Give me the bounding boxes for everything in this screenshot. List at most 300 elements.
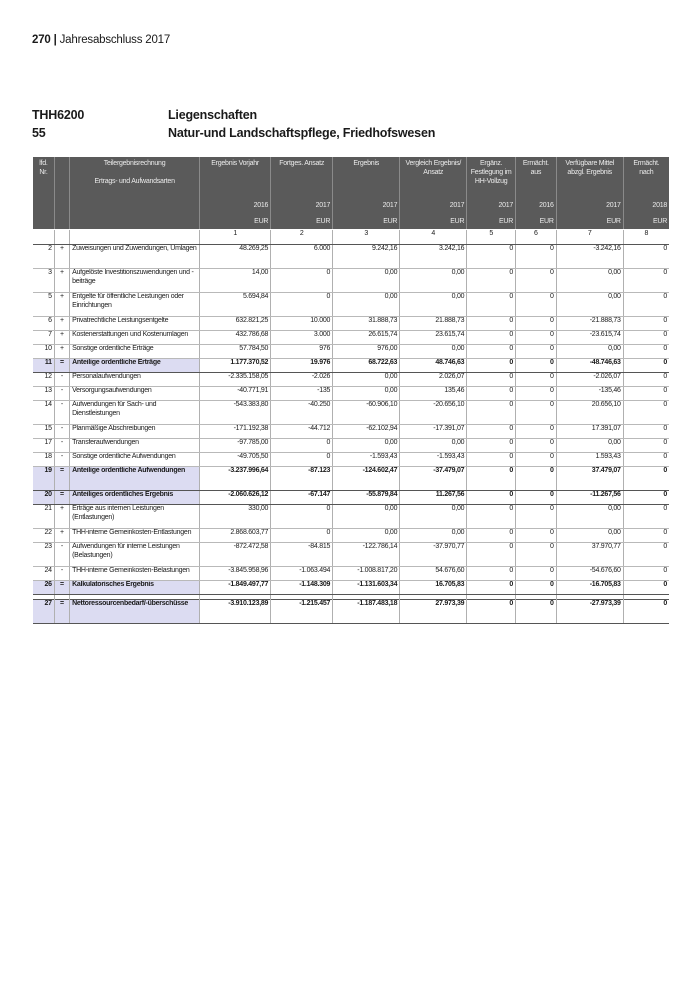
cell-value: 0,00 [556,439,623,453]
cell-value: 0 [467,439,516,453]
table-row [33,581,669,595]
table-row [33,467,669,491]
cell-value: 632.821,25 [200,317,271,331]
cell-value: -1.215.457 [271,600,333,624]
cell-value: 0,00 [333,269,400,293]
cell-value: 0,00 [556,505,623,529]
cell-value: 0 [467,505,516,529]
cell-value: 0 [271,439,333,453]
cell-value: -1.849.497,77 [200,581,271,595]
header-unit-6: EUR [516,213,557,230]
cell-value: 1.593,43 [556,453,623,467]
cell-value: 31.888,73 [333,317,400,331]
row-label: Anteilige ordentliche Aufwendungen [70,467,200,491]
cell-value: 0 [516,331,557,345]
table-row [33,491,669,505]
cell-value: 0 [467,543,516,567]
row-label: Personalaufwendungen [70,373,200,387]
cell-value: -67.147 [271,491,333,505]
cell-value: 135,46 [400,387,467,401]
cell-value: -124.602,47 [333,467,400,491]
cell-value: 0,00 [556,345,623,359]
table-row [33,387,669,401]
cell-value: -48.746,63 [556,359,623,373]
row-number: 6 [33,317,54,331]
column-number: 1 [200,230,271,245]
cell-value: 0 [516,439,557,453]
page-header [32,34,170,46]
cell-value: 976 [271,345,333,359]
row-operator: - [54,373,69,387]
table-row [33,345,669,359]
cell-value: 0 [516,543,557,567]
cell-value: 10.000 [271,317,333,331]
cell-value: 0 [623,581,669,595]
cell-value: 0 [271,293,333,317]
cell-value: -135,46 [556,387,623,401]
cell-value: 0,00 [400,345,467,359]
row-label: Kostenerstattungen und Kostenumlagen [70,331,200,345]
row-label: Transferaufwendungen [70,439,200,453]
cell-value: -1.148.309 [271,581,333,595]
row-number: 5 [33,293,54,317]
cell-value: -87.123 [271,467,333,491]
cell-value: 0 [467,269,516,293]
cell-value: 0 [516,505,557,529]
cell-value: 0 [516,317,557,331]
cell-value: 0 [467,600,516,624]
cell-value: 2.026,07 [400,373,467,387]
row-operator: - [54,567,69,581]
cell-value: 37.479,07 [556,467,623,491]
cell-value: 1.177.370,52 [200,359,271,373]
header-year-3: 2017 [333,197,400,213]
header-col-8: Ermächt. nach [623,157,669,197]
cell-value: 0 [467,567,516,581]
row-operator: + [54,245,69,269]
cell-value: 0 [623,543,669,567]
row-operator: - [54,387,69,401]
row-number: 23 [33,543,54,567]
cell-value: -21.888,73 [556,317,623,331]
header-unit-3: EUR [333,213,400,230]
row-label: Anteilige ordentliche Erträge [70,359,200,373]
cell-value: 11.267,56 [400,491,467,505]
cell-value: 0 [467,331,516,345]
cell-value: 0 [516,293,557,317]
cell-value: -16.705,83 [556,581,623,595]
row-number: 27 [33,600,54,624]
header-unit-7: EUR [556,213,623,230]
cell-value: 37.970,77 [556,543,623,567]
row-number: 18 [33,453,54,467]
cell-value: 20.656,10 [556,401,623,425]
cell-value: 16.705,83 [400,581,467,595]
cell-value: -23.615,74 [556,331,623,345]
cell-value: 0 [467,401,516,425]
row-label: Kalkulatorisches Ergebnis [70,581,200,595]
column-number: 2 [271,230,333,245]
row-label: Entgelte für öffentliche Leistungen oder Einrichtungen [70,293,200,317]
row-number: 2 [33,245,54,269]
table-row [33,293,669,317]
cell-value: -1.131.603,34 [333,581,400,595]
cell-value: -55.879,84 [333,491,400,505]
cell-value: 0 [623,345,669,359]
row-number: 10 [33,345,54,359]
cell-value: 0 [467,359,516,373]
cell-value: 0,00 [333,439,400,453]
header-year-1: 2016 [200,197,271,213]
row-operator: - [54,543,69,567]
cell-value: 17.391,07 [556,425,623,439]
cell-value: 0 [467,467,516,491]
header-col-2: Fortges. Ansatz [271,157,333,197]
cell-value: -44.712 [271,425,333,439]
cell-value: -3.242,16 [556,245,623,269]
row-number: 14 [33,401,54,425]
cell-value: 0 [623,269,669,293]
header-year-5: 2017 [467,197,516,213]
header-teilergebnisrechnung [70,157,200,197]
header-year-4: 2017 [400,197,467,213]
cell-value: 0,00 [556,269,623,293]
cell-value: 0 [623,491,669,505]
row-label: Aufwendungen für interne Leistungen (Belastungen) [70,543,200,567]
cell-value: 0,00 [400,269,467,293]
cell-value: 26.615,74 [333,331,400,345]
cell-value: 0 [623,331,669,345]
cell-value: -40.250 [271,401,333,425]
table-row [33,453,669,467]
cell-value: 0 [467,373,516,387]
cell-value: 0,00 [400,293,467,317]
row-operator: - [54,401,69,425]
row-operator: = [54,600,69,624]
row-number: 21 [33,505,54,529]
cell-value: 5.694,84 [200,293,271,317]
column-number-row [33,230,669,245]
row-label: Aufwendungen für Sach- und Dienstleistungen [70,401,200,425]
row-number: 26 [33,581,54,595]
cell-value: -122.786,14 [333,543,400,567]
cell-value: 0 [623,467,669,491]
row-label: Planmäßige Abschreibungen [70,425,200,439]
cell-value: -97.785,00 [200,439,271,453]
cell-value: 14,00 [200,269,271,293]
cell-value: 21.888,73 [400,317,467,331]
table-row [33,543,669,567]
cell-value: 0 [467,387,516,401]
cell-value: 23.615,74 [400,331,467,345]
cell-value: -1.008.817,20 [333,567,400,581]
cell-value: -84.815 [271,543,333,567]
row-number: 17 [33,439,54,453]
cell-value: 0 [623,425,669,439]
cell-value: 0 [516,269,557,293]
cell-value: 0 [623,401,669,425]
cell-value: 0,00 [556,293,623,317]
section-titles [32,106,435,142]
row-label: Versorgungsaufwendungen [70,387,200,401]
header-col-3: Ergebnis [333,157,400,197]
table-row [33,401,669,425]
cell-value: 68.722,63 [333,359,400,373]
cell-value: 0 [516,581,557,595]
table-row [33,373,669,387]
cell-value: -49.705,50 [200,453,271,467]
row-operator: = [54,467,69,491]
cell-value: 0 [516,359,557,373]
table-body [33,230,669,624]
page-separator: | [53,34,57,46]
product-name: Liegenschaften [168,108,257,122]
cell-value: 0 [623,293,669,317]
row-number: 13 [33,387,54,401]
header-col-7: Verfügbare Mittel abzgl. Ergebnis [556,157,623,197]
cell-value: 19.976 [271,359,333,373]
column-number: 3 [333,230,400,245]
row-number: 7 [33,331,54,345]
cell-value: 0 [623,317,669,331]
row-number: 12 [33,373,54,387]
row-operator: = [54,491,69,505]
cell-value: 0,00 [333,387,400,401]
cell-value: -3.237.996,64 [200,467,271,491]
row-operator: + [54,345,69,359]
row-operator: + [54,293,69,317]
cell-value: 0,00 [333,373,400,387]
cell-value: 57.784,50 [200,345,271,359]
cell-value: 0 [467,529,516,543]
cell-value: 0 [623,529,669,543]
row-label: Anteiliges ordentliches Ergebnis [70,491,200,505]
cell-value: -60.906,10 [333,401,400,425]
cell-value: 0 [467,425,516,439]
row-number: 22 [33,529,54,543]
header-teil-bottom: Ertrags- und Aufwandsarten [94,178,175,185]
cell-value: 0 [271,529,333,543]
row-label: Zuweisungen und Zuwendungen, Umlagen [70,245,200,269]
cell-value: -3.910.123,89 [200,600,271,624]
table-row [33,505,669,529]
cell-value: 0 [516,567,557,581]
table-row [33,600,669,624]
cell-value: 0 [623,453,669,467]
cell-value: 0,00 [400,529,467,543]
row-operator: + [54,331,69,345]
column-number: 5 [467,230,516,245]
column-number: 7 [556,230,623,245]
cell-value: 0,00 [400,439,467,453]
cell-value: 0 [467,245,516,269]
cell-value: 0,00 [333,505,400,529]
cell-value: -2.335.158,05 [200,373,271,387]
cell-value: 3.242,16 [400,245,467,269]
header-col-4: Vergleich Ergebnis/ Ansatz [400,157,467,197]
cell-value: 0 [516,529,557,543]
header-unit-8: EUR [623,213,669,230]
header-year-8: 2018 [623,197,669,213]
row-operator: - [54,453,69,467]
row-operator: - [54,425,69,439]
cell-value: 0 [623,439,669,453]
cell-value: 54.676,60 [400,567,467,581]
cell-value: 0 [623,359,669,373]
cell-value: 0 [516,453,557,467]
cell-value: 9.242,16 [333,245,400,269]
cell-value: 0 [271,453,333,467]
cell-value: 330,00 [200,505,271,529]
row-number: 11 [33,359,54,373]
cell-value: 0 [271,505,333,529]
cell-value: 48.269,25 [200,245,271,269]
row-number: 3 [33,269,54,293]
cell-value: 0 [516,600,557,624]
row-number: 19 [33,467,54,491]
cell-value: -11.267,56 [556,491,623,505]
cell-value: 3.000 [271,331,333,345]
result-table [33,157,669,624]
table-row [33,529,669,543]
row-label: THH-interne Gemeinkosten-Entlastungen [70,529,200,543]
cell-value: -27.973,39 [556,600,623,624]
cell-value: -2.026,07 [556,373,623,387]
page-label: Jahresabschluss 2017 [59,34,171,46]
column-number: 8 [623,230,669,245]
header-unit-5: EUR [467,213,516,230]
cell-value: 0 [467,491,516,505]
cell-value: 0 [467,317,516,331]
cell-value: 2.868.603,77 [200,529,271,543]
cell-value: 0 [516,491,557,505]
row-operator: = [54,581,69,595]
cell-value: 0 [467,453,516,467]
cell-value: 0 [467,345,516,359]
product-code: THH6200 [32,108,85,122]
cell-value: -54.676,60 [556,567,623,581]
row-label: Aufgelöste Investitionszuwendungen und -beiträge [70,269,200,293]
row-operator: = [54,359,69,373]
cell-value: 0 [516,425,557,439]
header-lfd-nr: lfd. Nr. [33,157,54,197]
table-row [33,331,669,345]
cell-value: 0 [516,401,557,425]
row-operator: + [54,529,69,543]
cell-value: 0 [516,387,557,401]
cell-value: -171.192,38 [200,425,271,439]
cell-value: 0 [623,600,669,624]
row-operator: + [54,317,69,331]
cell-value: 6.000 [271,245,333,269]
row-label: Nettoressourcenbedarf/-überschüsse [70,600,200,624]
header-year-2: 2017 [271,197,333,213]
table-row [33,439,669,453]
cell-value: 0 [623,505,669,529]
cell-value: -62.102,94 [333,425,400,439]
row-operator: + [54,269,69,293]
cell-value: 0 [467,581,516,595]
page-number: 270 [32,34,51,46]
row-label: THH-interne Gemeinkosten-Belastungen [70,567,200,581]
row-label: Erträge aus internen Leistungen (Entlastungen) [70,505,200,529]
header-unit-2: EUR [271,213,333,230]
cell-value: 0 [516,467,557,491]
header-unit-4: EUR [400,213,467,230]
cell-value: 432.786,68 [200,331,271,345]
cell-value: 48.746,63 [400,359,467,373]
row-number: 20 [33,491,54,505]
header-year-6: 2016 [516,197,557,213]
cell-value: 0 [623,373,669,387]
header-teil-top: Teilergebnisrechnung [103,160,166,167]
cell-value: -2.060.626,12 [200,491,271,505]
table-row [33,359,669,373]
cell-value: -37.479,07 [400,467,467,491]
row-label: Sonstige ordentliche Erträge [70,345,200,359]
cell-value: 0 [271,269,333,293]
column-number: 4 [400,230,467,245]
cell-value: 0,00 [556,529,623,543]
cell-value: -872.472,58 [200,543,271,567]
cell-value: 0 [623,387,669,401]
table-row [33,317,669,331]
header-col-5: Ergänz. Festlegung im HH-Vollzug [467,157,516,197]
table-row [33,245,669,269]
cell-value: -20.656,10 [400,401,467,425]
cell-value: -1.063.494 [271,567,333,581]
cell-value: 0 [516,245,557,269]
cell-value: -135 [271,387,333,401]
header-col-6: Ermächt. aus [516,157,557,197]
cell-value: -1.593,43 [400,453,467,467]
cell-value: -543.383,80 [200,401,271,425]
row-number: 15 [33,425,54,439]
cell-value: -3.845.958,96 [200,567,271,581]
header-year-7: 2017 [556,197,623,213]
row-number: 24 [33,567,54,581]
row-label: Privatrechtliche Leistungsentgelte [70,317,200,331]
subproduct-name: Natur-und Landschaftspflege, Friedhofswesen [168,126,436,140]
row-operator: + [54,505,69,529]
cell-value: 0,00 [400,505,467,529]
row-label: Sonstige ordentliche Aufwendungen [70,453,200,467]
header-col-1: Ergebnis Vorjahr [200,157,271,197]
cell-value: 0 [623,567,669,581]
cell-value: 0 [467,293,516,317]
cell-value: 0,00 [333,293,400,317]
cell-value: 0 [623,245,669,269]
cell-value: -1.187.483,18 [333,600,400,624]
cell-value: 0 [516,373,557,387]
cell-value: 0,00 [333,529,400,543]
header-operator [54,157,69,197]
table-row [33,425,669,439]
cell-value: -37.970,77 [400,543,467,567]
table-row [33,269,669,293]
cell-value: 976,00 [333,345,400,359]
cell-value: -17.391,07 [400,425,467,439]
cell-value: 0 [516,345,557,359]
cell-value: -2.026 [271,373,333,387]
cell-value: 27.973,39 [400,600,467,624]
cell-value: -40.771,91 [200,387,271,401]
table-row [33,567,669,581]
subproduct-code: 55 [32,126,46,140]
column-number: 6 [516,230,557,245]
cell-value: -1.593,43 [333,453,400,467]
header-unit-1: EUR [200,213,271,230]
